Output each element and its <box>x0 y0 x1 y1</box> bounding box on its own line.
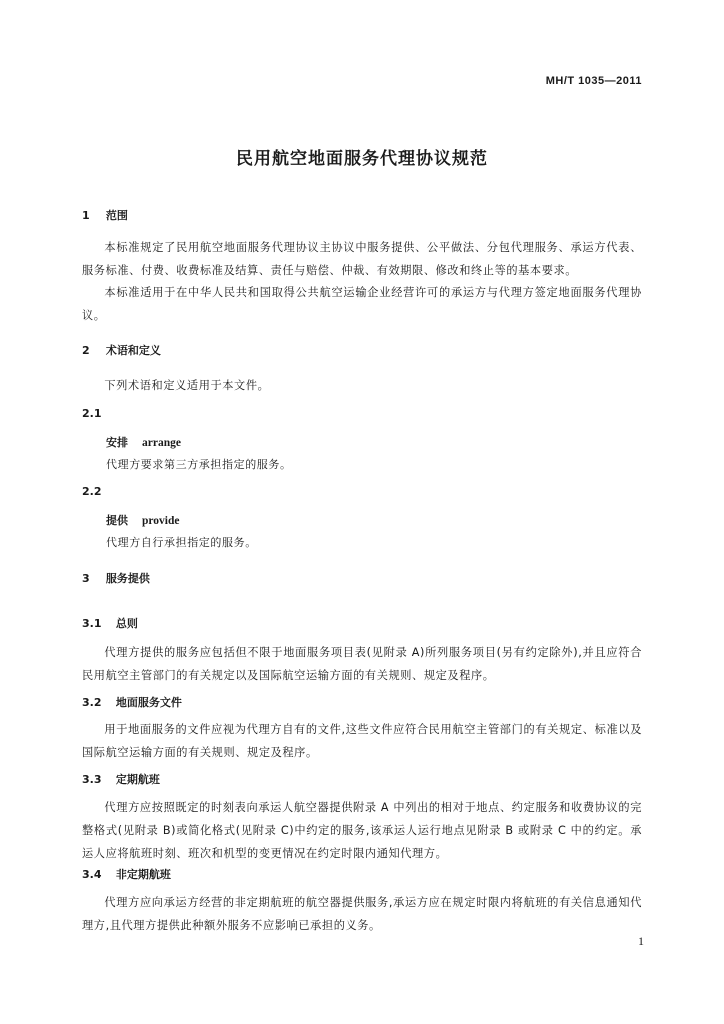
term-entry <box>106 510 257 554</box>
section-number: 3 <box>82 572 90 585</box>
term-chinese: 安排 <box>106 436 128 449</box>
term-definition: 代理方要求第三方承担指定的服务。 <box>106 458 292 471</box>
term-english: arrange <box>142 437 181 449</box>
paragraph: 本标准规定了民用航空地面服务代理协议主协议中服务提供、公平做法、分包代理服务、承运方代表、服务标准、付费、收费标准及结算、责任与赔偿、仲裁、有效期限、修改和终止等的基本要求。 <box>82 241 642 277</box>
subsection-number: 3.2 <box>82 696 102 709</box>
paragraph: 下列术语和定义适用于本文件。 <box>104 379 270 392</box>
subsection-title: 非定期航班 <box>115 868 171 881</box>
section-title: 术语和定义 <box>105 344 161 357</box>
paragraph: 代理方应按照既定的时刻表向承运人航空器提供附录 A 中列出的相对于地点、约定服务和收费协议的完整格式(见附录 B)或简化格式(见附录 C)中约定的服务,该承运人运行地点见附录 B 或附录 C 中的约定。承运人应将航班时刻、班次和机型的变更情况在约定时限内通知代理方。 <box>82 801 642 860</box>
subsection-number: 3.1 <box>82 617 102 630</box>
paragraph: 代理方提供的服务应包括但不限于地面服务项目表(见附录 A)所列服务项目(另有约定除外),并且应符合民用航空主管部门的有关规定以及国际航空运输方面的有关规则、规定及程序。 <box>82 646 642 682</box>
term-number: 2.2 <box>82 485 102 498</box>
subsection-heading <box>82 615 138 631</box>
paragraph: 用于地面服务的文件应视为代理方自有的文件,这些文件应符合民用航空主管部门的有关规定、标准以及国际航空运输方面的有关规则、规定及程序。 <box>82 723 642 759</box>
section-number: 2 <box>82 344 90 357</box>
standard-code: MH/T 1035—2011 <box>545 75 642 87</box>
subsection-title: 地面服务文件 <box>115 696 182 709</box>
subsection-title: 定期航班 <box>115 773 160 786</box>
subsection-title: 总则 <box>115 617 138 630</box>
page-number: 1 <box>638 934 644 948</box>
term-chinese: 提供 <box>106 514 128 527</box>
subsection-heading <box>82 771 160 787</box>
paragraph: 代理方应向承运方经营的非定期航班的航空器提供服务,承运方应在规定时限内将航班的有关信息通知代理方,且代理方提供此种额外服务不应影响已承担的义务。 <box>82 896 642 932</box>
term-definition: 代理方自行承担指定的服务。 <box>106 536 257 549</box>
section-title: 服务提供 <box>105 572 150 585</box>
term-entry <box>106 432 292 476</box>
term-english: provide <box>142 515 180 527</box>
section-1-heading <box>82 207 128 223</box>
subsection-heading <box>82 694 182 710</box>
term-number: 2.1 <box>82 407 102 420</box>
subsection-number: 3.4 <box>82 868 102 881</box>
subsection-heading <box>82 866 171 882</box>
document-title: 民用航空地面服务代理协议规范 <box>236 149 488 169</box>
section-3-heading <box>82 570 150 586</box>
section-title: 范围 <box>105 209 128 222</box>
section-2-heading <box>82 342 161 358</box>
section-number: 1 <box>82 209 90 222</box>
paragraph: 本标准适用于在中华人民共和国取得公共航空运输企业经营许可的承运方与代理方签定地面服务代理协议。 <box>82 286 642 322</box>
subsection-number: 3.3 <box>82 773 102 786</box>
